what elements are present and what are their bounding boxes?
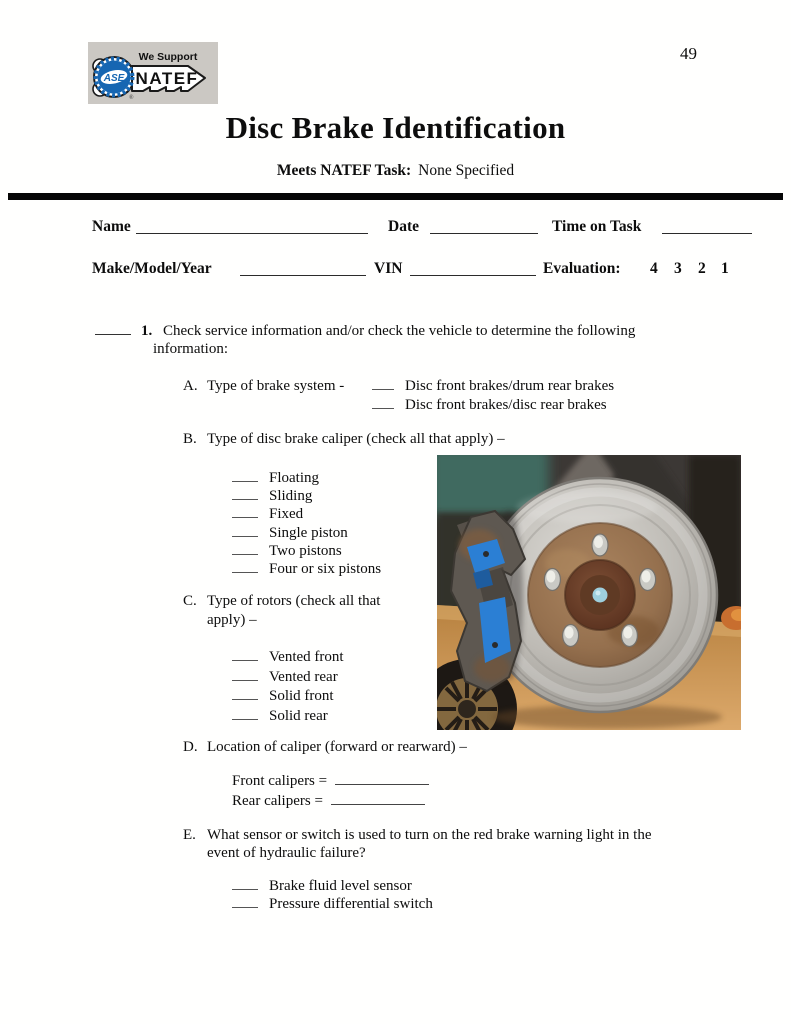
check-blank-line bbox=[232, 560, 258, 573]
name-label: Name bbox=[92, 218, 131, 235]
evaluation-label: Evaluation: bbox=[543, 260, 621, 277]
vin-label: VIN bbox=[374, 260, 403, 277]
option-label: Sliding bbox=[269, 488, 313, 505]
section-a-options bbox=[372, 377, 614, 415]
time-on-task-label: Time on Task bbox=[552, 218, 642, 235]
checkbox-option bbox=[232, 877, 433, 895]
section-c-title-line2: apply) – bbox=[207, 611, 257, 628]
disc-brake-photo bbox=[437, 455, 741, 730]
natef-logo bbox=[88, 42, 218, 109]
check-blank-line bbox=[372, 396, 394, 409]
section-c-options bbox=[232, 648, 344, 726]
page-number: 49 bbox=[680, 44, 697, 63]
checkbox-option bbox=[232, 707, 344, 727]
evaluation-2: 2 bbox=[698, 260, 706, 277]
option-label: Vented rear bbox=[269, 668, 338, 685]
natef-key-logo-graphic bbox=[88, 42, 218, 104]
registered-mark: ® bbox=[129, 95, 134, 101]
checkbox-option bbox=[232, 560, 381, 578]
divider-rule bbox=[8, 193, 783, 200]
checkbox-option bbox=[232, 542, 381, 560]
section-e-title-line2: event of hydraulic failure? bbox=[207, 845, 366, 861]
make-model-year-blank-line bbox=[240, 260, 366, 276]
date-blank-line bbox=[430, 218, 538, 234]
evaluation-3: 3 bbox=[674, 260, 682, 277]
section-d-header bbox=[183, 738, 467, 756]
section-e-options bbox=[232, 877, 433, 914]
option-label: Two pistons bbox=[269, 542, 342, 559]
check-blank-line bbox=[232, 895, 258, 908]
checkbox-option bbox=[232, 687, 344, 707]
checkbox-option bbox=[232, 648, 344, 668]
fill-in-field bbox=[232, 791, 429, 811]
check-blank-line bbox=[232, 487, 258, 500]
checkbox-option bbox=[232, 469, 381, 487]
lug-stud bbox=[563, 625, 579, 647]
checkbox-option bbox=[232, 524, 381, 542]
check-blank-line bbox=[232, 469, 258, 482]
option-label: Single piston bbox=[269, 524, 348, 541]
section-d-label: D. bbox=[183, 739, 198, 755]
checkbox-option bbox=[232, 668, 344, 688]
evaluation-1: 1 bbox=[721, 260, 729, 277]
evaluation-4: 4 bbox=[650, 260, 658, 277]
option-label: Vented front bbox=[269, 649, 344, 665]
question-1-score-blank bbox=[95, 322, 131, 335]
section-b-options bbox=[232, 469, 381, 578]
section-c-header bbox=[183, 592, 380, 629]
answer-blank-line bbox=[331, 791, 425, 805]
check-blank-line bbox=[232, 668, 258, 681]
check-blank-line bbox=[372, 377, 394, 390]
option-label: Solid rear bbox=[269, 707, 328, 724]
task-value: None Specified bbox=[418, 162, 515, 179]
field-label: Rear calipers = bbox=[232, 792, 323, 809]
brake-caliper bbox=[451, 510, 525, 691]
answer-blank-line bbox=[335, 771, 429, 785]
check-blank-line bbox=[232, 524, 258, 537]
we-support-text: We Support bbox=[138, 51, 198, 63]
option-label: Disc front brakes/drum rear brakes bbox=[405, 378, 615, 394]
section-d-title: Location of caliper (forward or rearward) – bbox=[207, 739, 467, 755]
section-a-label: A. bbox=[183, 378, 198, 394]
section-d-fields bbox=[232, 771, 429, 810]
option-label: Fixed bbox=[269, 506, 304, 523]
vin-blank-line bbox=[410, 260, 536, 276]
question-1-number: 1. bbox=[141, 323, 153, 339]
hub-center-cap bbox=[593, 588, 608, 603]
task-label: Meets NATEF Task: bbox=[276, 162, 412, 179]
option-label: Disc front brakes/disc rear brakes bbox=[405, 397, 607, 413]
option-label: Floating bbox=[269, 470, 320, 486]
check-blank-line bbox=[232, 877, 258, 890]
section-c-label: C. bbox=[183, 593, 197, 609]
question-1-text-line1: Check service information and/or check the vehicle to determine the following bbox=[163, 323, 636, 339]
section-e-label: E. bbox=[183, 827, 196, 843]
section-b-header bbox=[183, 430, 505, 448]
checkbox-option bbox=[232, 487, 381, 505]
checkbox-option bbox=[372, 377, 614, 396]
section-a-header bbox=[183, 377, 344, 395]
checkbox-option bbox=[372, 396, 614, 415]
lug-stud bbox=[621, 625, 637, 647]
option-label: Brake fluid level sensor bbox=[269, 878, 412, 894]
option-label: Solid front bbox=[269, 688, 334, 704]
ase-text: ASE bbox=[103, 73, 125, 84]
section-b-label: B. bbox=[183, 431, 197, 447]
natef-task-line bbox=[0, 162, 791, 180]
section-e-title-line1: What sensor or switch is used to turn on the red brake warning light in the bbox=[207, 827, 652, 843]
question-1-text-line2: information: bbox=[153, 341, 228, 357]
lug-stud bbox=[544, 569, 560, 591]
check-blank-line bbox=[232, 707, 258, 720]
page-title: Disc Brake Identification bbox=[225, 110, 566, 145]
date-label: Date bbox=[388, 218, 419, 235]
fill-in-field bbox=[232, 771, 429, 791]
option-label: Four or six pistons bbox=[269, 561, 382, 578]
check-blank-line bbox=[232, 505, 258, 518]
checkbox-option bbox=[232, 895, 433, 913]
lug-stud bbox=[592, 534, 608, 556]
lug-stud bbox=[640, 569, 656, 591]
option-label: Pressure differential switch bbox=[269, 896, 433, 913]
name-blank-line bbox=[136, 218, 368, 234]
section-c-title-line1: Type of rotors (check all that bbox=[207, 593, 381, 609]
section-e-header bbox=[183, 826, 652, 862]
check-blank-line bbox=[232, 648, 258, 661]
section-a-title: Type of brake system - bbox=[207, 378, 345, 394]
checkbox-option bbox=[232, 505, 381, 523]
time-on-task-blank-line bbox=[662, 218, 752, 234]
check-blank-line bbox=[232, 687, 258, 700]
question-1 bbox=[95, 322, 635, 340]
natef-text: NATEF bbox=[135, 69, 199, 88]
make-model-year-label: Make/Model/Year bbox=[92, 260, 212, 277]
field-label: Front calipers = bbox=[232, 773, 328, 789]
section-b-title: Type of disc brake caliper (check all that apply) – bbox=[207, 431, 505, 447]
check-blank-line bbox=[232, 542, 258, 555]
